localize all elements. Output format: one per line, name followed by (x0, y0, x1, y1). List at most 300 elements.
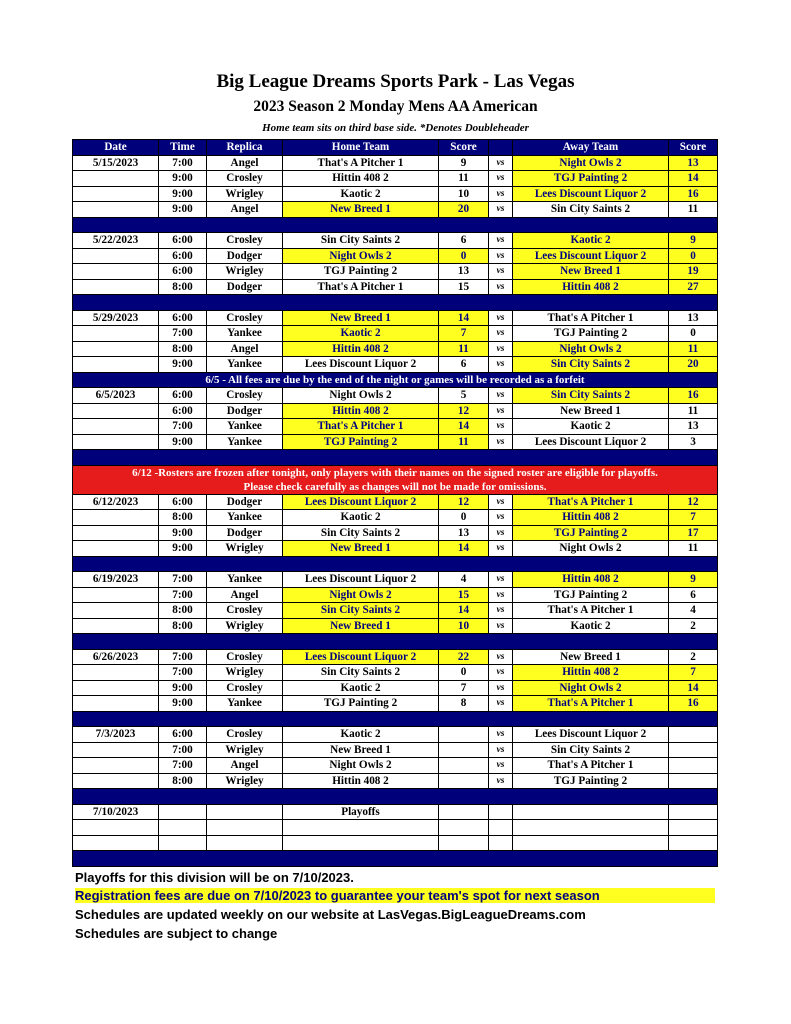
away-team-cell: That's A Pitcher 1 (513, 758, 669, 774)
date-cell (73, 264, 159, 280)
game-row (73, 758, 718, 774)
away-team-cell: Kaotic 2 (513, 618, 669, 634)
home-score-cell (439, 727, 489, 743)
replica-cell: Dodger (207, 494, 283, 510)
home-team-cell: TGJ Painting 2 (283, 696, 439, 712)
home-team-cell: That's A Pitcher 1 (283, 419, 439, 435)
away-team-cell: TGJ Painting 2 (513, 326, 669, 342)
away-team-cell: That's A Pitcher 1 (513, 494, 669, 510)
replica-cell: Dodger (207, 279, 283, 295)
home-team-cell: Kaotic 2 (283, 510, 439, 526)
home-team-cell: New Breed 1 (283, 541, 439, 557)
separator-cell (73, 634, 718, 650)
game-row (73, 587, 718, 603)
date-cell (73, 587, 159, 603)
away-team-cell: New Breed 1 (513, 649, 669, 665)
date-cell (73, 541, 159, 557)
away-team-cell: TGJ Painting 2 (513, 773, 669, 789)
date-cell (73, 419, 159, 435)
col-header-vs (489, 140, 513, 156)
game-row (73, 494, 718, 510)
away-score-cell: 16 (669, 186, 718, 202)
home-score-cell: 6 (439, 233, 489, 249)
time-cell: 7:00 (159, 758, 207, 774)
away-score-cell: 19 (669, 264, 718, 280)
empty-cell (159, 835, 207, 851)
alert-row (73, 465, 718, 494)
away-team-cell: Sin City Saints 2 (513, 742, 669, 758)
away-score-cell: 13 (669, 310, 718, 326)
time-cell: 7:00 (159, 419, 207, 435)
week-separator-row (73, 295, 718, 311)
date-cell (73, 525, 159, 541)
time-cell: 6:00 (159, 264, 207, 280)
home-score-cell: 0 (439, 248, 489, 264)
date-cell (73, 326, 159, 342)
away-score-cell: 2 (669, 649, 718, 665)
away-team-cell: TGJ Painting 2 (513, 587, 669, 603)
separator-cell (73, 450, 718, 466)
separator-cell (73, 217, 718, 233)
home-team-cell: Sin City Saints 2 (283, 603, 439, 619)
away-team-cell: That's A Pitcher 1 (513, 696, 669, 712)
home-score-cell: 11 (439, 341, 489, 357)
away-score-cell: 11 (669, 341, 718, 357)
empty-cell (283, 835, 439, 851)
home-team-cell: Hittin 408 2 (283, 171, 439, 187)
empty-cell (207, 820, 283, 836)
away-score-cell (669, 727, 718, 743)
away-team-cell: Kaotic 2 (513, 233, 669, 249)
home-score-cell: 10 (439, 186, 489, 202)
away-score-cell: 16 (669, 696, 718, 712)
home-team-cell: Night Owls 2 (283, 587, 439, 603)
footer-playoffs-note: Playoffs for this division will be on 7/10/2023. (75, 870, 354, 885)
away-team-cell: Night Owls 2 (513, 680, 669, 696)
home-score-cell: 6 (439, 357, 489, 373)
away-score-cell (669, 773, 718, 789)
home-team-cell: Lees Discount Liquor 2 (283, 572, 439, 588)
game-row (73, 742, 718, 758)
home-team-cell: TGJ Painting 2 (283, 434, 439, 450)
alert-line-2: Please check carefully as changes will not be made for omissions. (243, 480, 547, 493)
header-note: Home team sits on third base side. *Denotes Doubleheader (262, 122, 529, 134)
time-cell: 7:00 (159, 587, 207, 603)
home-team-cell: Hittin 408 2 (283, 773, 439, 789)
away-team-cell: Night Owls 2 (513, 541, 669, 557)
col-header-date: Date (73, 140, 159, 156)
date-cell (73, 248, 159, 264)
away-team-cell: TGJ Painting 2 (513, 525, 669, 541)
vs-cell: vs (489, 233, 513, 249)
away-score-cell: 12 (669, 494, 718, 510)
replica-cell: Crosley (207, 171, 283, 187)
time-cell: 6:00 (159, 310, 207, 326)
game-row (73, 279, 718, 295)
replica-cell: Crosley (207, 310, 283, 326)
home-team-cell: That's A Pitcher 1 (283, 279, 439, 295)
empty-cell (513, 804, 669, 820)
col-header-away-score: Score (669, 140, 718, 156)
home-score-cell: 13 (439, 264, 489, 280)
time-cell: 7:00 (159, 665, 207, 681)
home-team-cell: Kaotic 2 (283, 186, 439, 202)
game-row (73, 572, 718, 588)
home-team-cell: Hittin 408 2 (283, 341, 439, 357)
footer-registration-note: Registration fees are due on 7/10/2023 to guarantee your team's spot for next season (75, 888, 715, 903)
game-row (73, 603, 718, 619)
home-team-cell: Night Owls 2 (283, 758, 439, 774)
time-cell: 6:00 (159, 248, 207, 264)
game-row (73, 248, 718, 264)
home-score-cell: 13 (439, 525, 489, 541)
date-cell (73, 186, 159, 202)
time-cell: 9:00 (159, 171, 207, 187)
separator-cell (73, 789, 718, 805)
week-separator-row (73, 556, 718, 572)
week-separator-row (73, 217, 718, 233)
home-score-cell: 14 (439, 603, 489, 619)
time-cell: 6:00 (159, 403, 207, 419)
time-cell: 8:00 (159, 341, 207, 357)
vs-cell: vs (489, 434, 513, 450)
vs-cell: vs (489, 419, 513, 435)
date-cell: 6/12/2023 (73, 494, 159, 510)
empty-cell (669, 804, 718, 820)
time-cell: 7:00 (159, 742, 207, 758)
away-score-cell: 17 (669, 525, 718, 541)
away-score-cell: 3 (669, 434, 718, 450)
empty-cell (669, 835, 718, 851)
home-score-cell: 14 (439, 419, 489, 435)
game-row (73, 264, 718, 280)
time-cell: 9:00 (159, 680, 207, 696)
home-score-cell: 5 (439, 388, 489, 404)
replica-cell: Yankee (207, 572, 283, 588)
home-score-cell: 11 (439, 434, 489, 450)
time-cell: 6:00 (159, 494, 207, 510)
vs-cell: vs (489, 665, 513, 681)
home-score-cell: 7 (439, 326, 489, 342)
home-score-cell: 8 (439, 696, 489, 712)
replica-cell: Angel (207, 202, 283, 218)
empty-cell (669, 820, 718, 836)
empty-cell (73, 820, 159, 836)
away-team-cell: Lees Discount Liquor 2 (513, 186, 669, 202)
away-score-cell: 0 (669, 326, 718, 342)
game-row (73, 665, 718, 681)
replica-cell: Yankee (207, 434, 283, 450)
game-row (73, 357, 718, 373)
replica-cell: Angel (207, 155, 283, 171)
empty-cell (513, 835, 669, 851)
empty-cell (439, 820, 489, 836)
away-team-cell: Lees Discount Liquor 2 (513, 727, 669, 743)
footer-change-note: Schedules are subject to change (75, 926, 278, 941)
replica-cell: Wrigley (207, 742, 283, 758)
empty-cell (207, 835, 283, 851)
game-row (73, 388, 718, 404)
game-row (73, 186, 718, 202)
home-team-cell: Hittin 408 2 (283, 403, 439, 419)
empty-cell (283, 820, 439, 836)
home-score-cell (439, 758, 489, 774)
away-score-cell: 4 (669, 603, 718, 619)
footer-website-note: Schedules are updated weekly on our website at LasVegas.BigLeagueDreams.com (75, 907, 586, 922)
date-cell: 7/10/2023 (73, 804, 159, 820)
home-team-cell: TGJ Painting 2 (283, 264, 439, 280)
week-separator-row (73, 711, 718, 727)
game-row (73, 326, 718, 342)
home-score-cell: 12 (439, 403, 489, 419)
game-row (73, 310, 718, 326)
home-score-cell: 0 (439, 665, 489, 681)
col-header-away-team: Away Team (513, 140, 669, 156)
game-row (73, 680, 718, 696)
game-row (73, 419, 718, 435)
replica-cell: Crosley (207, 233, 283, 249)
home-team-cell: New Breed 1 (283, 310, 439, 326)
away-score-cell: 9 (669, 572, 718, 588)
replica-cell: Angel (207, 758, 283, 774)
away-team-cell: That's A Pitcher 1 (513, 603, 669, 619)
away-score-cell: 11 (669, 202, 718, 218)
home-team-cell: Kaotic 2 (283, 326, 439, 342)
home-score-cell: 15 (439, 587, 489, 603)
game-row (73, 171, 718, 187)
vs-cell: vs (489, 357, 513, 373)
time-cell: 8:00 (159, 618, 207, 634)
away-score-cell: 2 (669, 618, 718, 634)
empty-cell (489, 820, 513, 836)
time-cell: 6:00 (159, 388, 207, 404)
replica-cell: Angel (207, 587, 283, 603)
game-row (73, 510, 718, 526)
vs-cell: vs (489, 202, 513, 218)
time-cell: 8:00 (159, 279, 207, 295)
table-header-row (73, 140, 718, 156)
home-team-cell: Lees Discount Liquor 2 (283, 649, 439, 665)
game-row (73, 727, 718, 743)
page-title: Big League Dreams Sports Park - Las Vegas (216, 71, 575, 92)
replica-cell: Yankee (207, 419, 283, 435)
away-score-cell: 6 (669, 587, 718, 603)
replica-cell: Angel (207, 341, 283, 357)
empty-cell (207, 804, 283, 820)
week-separator-row (73, 851, 718, 867)
time-cell: 9:00 (159, 696, 207, 712)
vs-cell: vs (489, 494, 513, 510)
home-score-cell: 20 (439, 202, 489, 218)
time-cell: 7:00 (159, 649, 207, 665)
vs-cell: vs (489, 587, 513, 603)
time-cell: 9:00 (159, 202, 207, 218)
away-score-cell: 7 (669, 665, 718, 681)
empty-cell (73, 835, 159, 851)
vs-cell: vs (489, 310, 513, 326)
game-row (73, 155, 718, 171)
game-row (73, 434, 718, 450)
vs-cell: vs (489, 572, 513, 588)
date-cell (73, 510, 159, 526)
vs-cell: vs (489, 341, 513, 357)
time-cell: 9:00 (159, 186, 207, 202)
home-score-cell: 14 (439, 310, 489, 326)
away-score-cell: 9 (669, 233, 718, 249)
date-cell (73, 357, 159, 373)
home-team-cell: Kaotic 2 (283, 680, 439, 696)
away-team-cell: Sin City Saints 2 (513, 388, 669, 404)
week-separator-row (73, 634, 718, 650)
game-row (73, 341, 718, 357)
home-score-cell: 11 (439, 171, 489, 187)
vs-cell: vs (489, 326, 513, 342)
replica-cell: Crosley (207, 388, 283, 404)
away-team-cell: Hittin 408 2 (513, 510, 669, 526)
vs-cell: vs (489, 758, 513, 774)
away-team-cell: TGJ Painting 2 (513, 171, 669, 187)
away-team-cell: Night Owls 2 (513, 155, 669, 171)
separator-cell (73, 295, 718, 311)
away-team-cell: That's A Pitcher 1 (513, 310, 669, 326)
replica-cell: Crosley (207, 603, 283, 619)
away-score-cell (669, 758, 718, 774)
blank-row (73, 820, 718, 836)
vs-cell: vs (489, 525, 513, 541)
home-team-cell: Lees Discount Liquor 2 (283, 494, 439, 510)
vs-cell: vs (489, 155, 513, 171)
vs-cell: vs (489, 649, 513, 665)
away-score-cell: 13 (669, 419, 718, 435)
vs-cell: vs (489, 727, 513, 743)
date-cell: 5/22/2023 (73, 233, 159, 249)
home-score-cell (439, 742, 489, 758)
game-row (73, 696, 718, 712)
date-cell: 6/19/2023 (73, 572, 159, 588)
replica-cell: Wrigley (207, 665, 283, 681)
date-cell (73, 696, 159, 712)
fees-notice: 6/5 - All fees are due by the end of the night or games will be recorded as a forfeit (73, 372, 718, 388)
away-team-cell: New Breed 1 (513, 264, 669, 280)
away-team-cell: Kaotic 2 (513, 419, 669, 435)
home-team-cell: That's A Pitcher 1 (283, 155, 439, 171)
replica-cell: Yankee (207, 510, 283, 526)
date-cell (73, 758, 159, 774)
vs-cell: vs (489, 618, 513, 634)
time-cell: 8:00 (159, 603, 207, 619)
away-team-cell: Hittin 408 2 (513, 665, 669, 681)
time-cell: 8:00 (159, 773, 207, 789)
vs-cell: vs (489, 603, 513, 619)
home-team-cell: Sin City Saints 2 (283, 525, 439, 541)
empty-cell (439, 835, 489, 851)
roster-alert (73, 465, 718, 494)
away-score-cell: 16 (669, 388, 718, 404)
vs-cell: vs (489, 171, 513, 187)
date-cell (73, 680, 159, 696)
away-score-cell: 20 (669, 357, 718, 373)
away-score-cell (669, 742, 718, 758)
alert-line-1: 6/12 -Rosters are frozen after tonight, only players with their names on the signed roster are eligible for playoffs. (132, 466, 658, 479)
home-team-cell: New Breed 1 (283, 618, 439, 634)
away-score-cell: 11 (669, 541, 718, 557)
vs-cell: vs (489, 510, 513, 526)
replica-cell: Wrigley (207, 264, 283, 280)
time-cell: 9:00 (159, 357, 207, 373)
time-cell: 6:00 (159, 727, 207, 743)
date-cell (73, 618, 159, 634)
empty-cell (159, 804, 207, 820)
playoff-row (73, 804, 718, 820)
home-team-cell: Kaotic 2 (283, 727, 439, 743)
date-cell: 6/5/2023 (73, 388, 159, 404)
week-separator-row (73, 450, 718, 466)
empty-cell (489, 804, 513, 820)
replica-cell: Yankee (207, 357, 283, 373)
home-score-cell: 10 (439, 618, 489, 634)
empty-cell (439, 804, 489, 820)
game-row (73, 618, 718, 634)
away-team-cell: Sin City Saints 2 (513, 357, 669, 373)
date-cell (73, 742, 159, 758)
vs-cell: vs (489, 388, 513, 404)
away-team-cell: Sin City Saints 2 (513, 202, 669, 218)
time-cell: 9:00 (159, 525, 207, 541)
game-row (73, 773, 718, 789)
col-header-home-team: Home Team (283, 140, 439, 156)
away-team-cell: Hittin 408 2 (513, 279, 669, 295)
date-cell: 7/3/2023 (73, 727, 159, 743)
date-cell: 5/29/2023 (73, 310, 159, 326)
separator-cell (73, 556, 718, 572)
away-team-cell: Night Owls 2 (513, 341, 669, 357)
home-score-cell: 7 (439, 680, 489, 696)
vs-cell: vs (489, 279, 513, 295)
date-cell (73, 434, 159, 450)
separator-cell (73, 851, 718, 867)
replica-cell: Crosley (207, 649, 283, 665)
time-cell: 8:00 (159, 510, 207, 526)
vs-cell: vs (489, 742, 513, 758)
date-cell (73, 171, 159, 187)
away-score-cell: 27 (669, 279, 718, 295)
home-score-cell: 12 (439, 494, 489, 510)
replica-cell: Crosley (207, 680, 283, 696)
schedule-body (73, 155, 718, 866)
time-cell: 7:00 (159, 326, 207, 342)
date-cell (73, 403, 159, 419)
time-cell: 7:00 (159, 572, 207, 588)
home-score-cell: 9 (439, 155, 489, 171)
vs-cell: vs (489, 403, 513, 419)
col-header-time: Time (159, 140, 207, 156)
away-team-cell: Hittin 408 2 (513, 572, 669, 588)
date-cell (73, 603, 159, 619)
replica-cell: Dodger (207, 525, 283, 541)
away-score-cell: 0 (669, 248, 718, 264)
game-row (73, 525, 718, 541)
home-team-cell: New Breed 1 (283, 202, 439, 218)
home-team-cell: Night Owls 2 (283, 248, 439, 264)
replica-cell: Wrigley (207, 773, 283, 789)
replica-cell: Wrigley (207, 186, 283, 202)
away-score-cell: 11 (669, 403, 718, 419)
time-cell: 9:00 (159, 434, 207, 450)
blank-row (73, 835, 718, 851)
home-team-cell: Sin City Saints 2 (283, 665, 439, 681)
game-row (73, 649, 718, 665)
home-team-cell: New Breed 1 (283, 742, 439, 758)
